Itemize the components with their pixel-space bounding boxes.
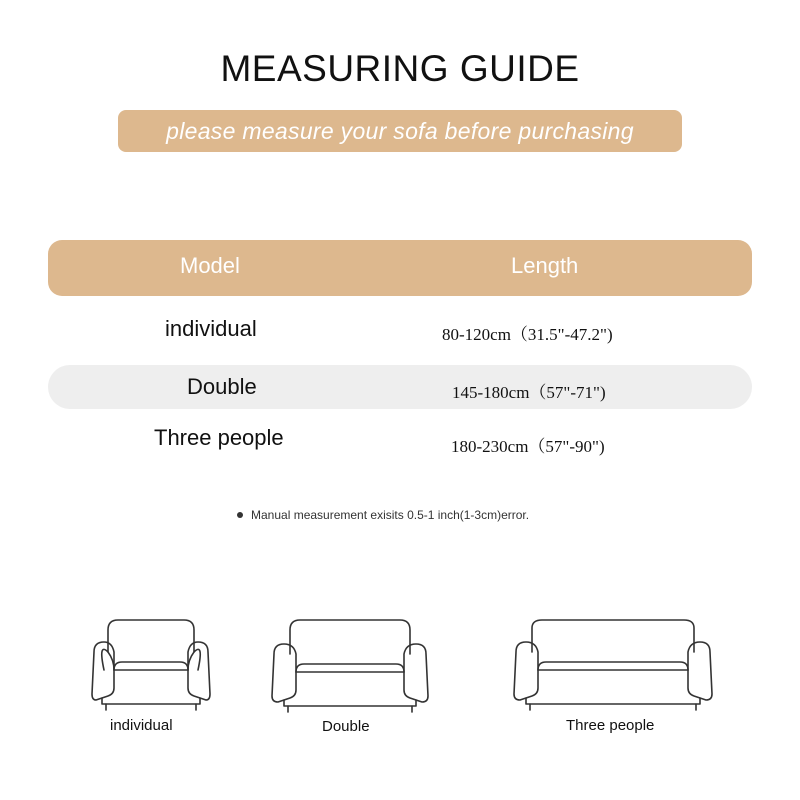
row-length: 145-180cm（57"-71") — [452, 383, 606, 402]
row-model: Double — [187, 374, 257, 399]
subtitle-banner — [118, 110, 682, 152]
sofa-label-individual: individual — [110, 717, 173, 734]
row-model: Three people — [154, 425, 284, 450]
table-row — [48, 308, 752, 352]
subtitle-text: please measure your sofa before purchasing — [166, 117, 634, 144]
page-title: MEASURING GUIDE — [220, 48, 580, 89]
row-length: 80-120cm（31.5"-47.2") — [442, 325, 613, 344]
three-seat-sofa-icon — [510, 614, 716, 716]
table-header — [48, 240, 752, 296]
column-header-length: Length — [511, 253, 579, 278]
row-model: individual — [165, 316, 257, 341]
single-sofa-icon — [88, 612, 214, 716]
note-text: Manual measurement exisits 0.5-1 inch(1-3cm)error. — [251, 508, 530, 522]
sofa-label-three-people: Three people — [566, 717, 655, 734]
measurement-note — [237, 508, 529, 522]
row-length: 180-230cm（57"-90") — [451, 437, 605, 456]
table-row — [48, 420, 752, 464]
column-header-model: Model — [180, 253, 240, 278]
table-row — [48, 365, 752, 409]
sofa-label-double: Double — [322, 718, 370, 735]
double-sofa-icon — [268, 616, 432, 716]
bullet-icon — [237, 512, 243, 518]
